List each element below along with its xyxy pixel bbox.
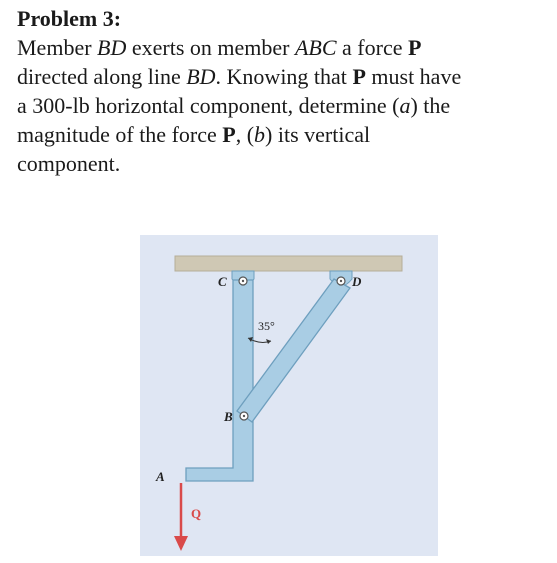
text-segment: . Knowing that	[215, 64, 353, 89]
text-segment: ) the	[410, 93, 451, 118]
pin-c-center	[242, 280, 244, 282]
label-q: Q	[191, 506, 202, 521]
line-bd-label: BD	[186, 64, 216, 89]
pin-b-center	[243, 415, 245, 417]
problem-statement	[17, 4, 547, 178]
text-segment: directed along line	[17, 64, 187, 89]
problem-line-3	[17, 91, 547, 120]
problem-title: Problem 3:	[17, 6, 122, 31]
mechanism-diagram	[140, 235, 438, 556]
text-segment: a force	[336, 35, 408, 60]
label-a: A	[156, 469, 165, 484]
text-segment: must have	[365, 64, 462, 89]
force-p-symbol: P	[407, 35, 422, 60]
part-a-label: a	[399, 93, 411, 118]
member-bd-label: BD	[97, 35, 127, 60]
force-p-symbol: P	[352, 64, 366, 89]
text-segment: magnitude of the force	[17, 122, 223, 147]
label-d: D	[352, 274, 362, 289]
label-b: B	[224, 409, 233, 424]
pin-d-center	[340, 280, 342, 282]
mechanism-figure	[140, 235, 438, 556]
member-abc-label: ABC	[294, 35, 337, 60]
ceiling-support	[175, 256, 402, 271]
figure-background	[140, 235, 438, 556]
force-p-symbol: P	[222, 122, 236, 147]
text-segment: Member	[17, 35, 98, 60]
text-segment: exerts on member	[126, 35, 295, 60]
text-segment: , (	[235, 122, 255, 147]
problem-line-5: component.	[17, 151, 121, 176]
label-c: C	[218, 274, 227, 289]
text-segment: ) its vertical	[265, 122, 371, 147]
part-b-label: b	[254, 122, 266, 147]
angle-label: 35°	[258, 319, 275, 333]
problem-line-4	[17, 120, 547, 149]
text-segment: a 300-lb horizontal component, determine (	[17, 93, 400, 118]
problem-line-2	[17, 62, 547, 91]
problem-line-1	[17, 33, 547, 62]
